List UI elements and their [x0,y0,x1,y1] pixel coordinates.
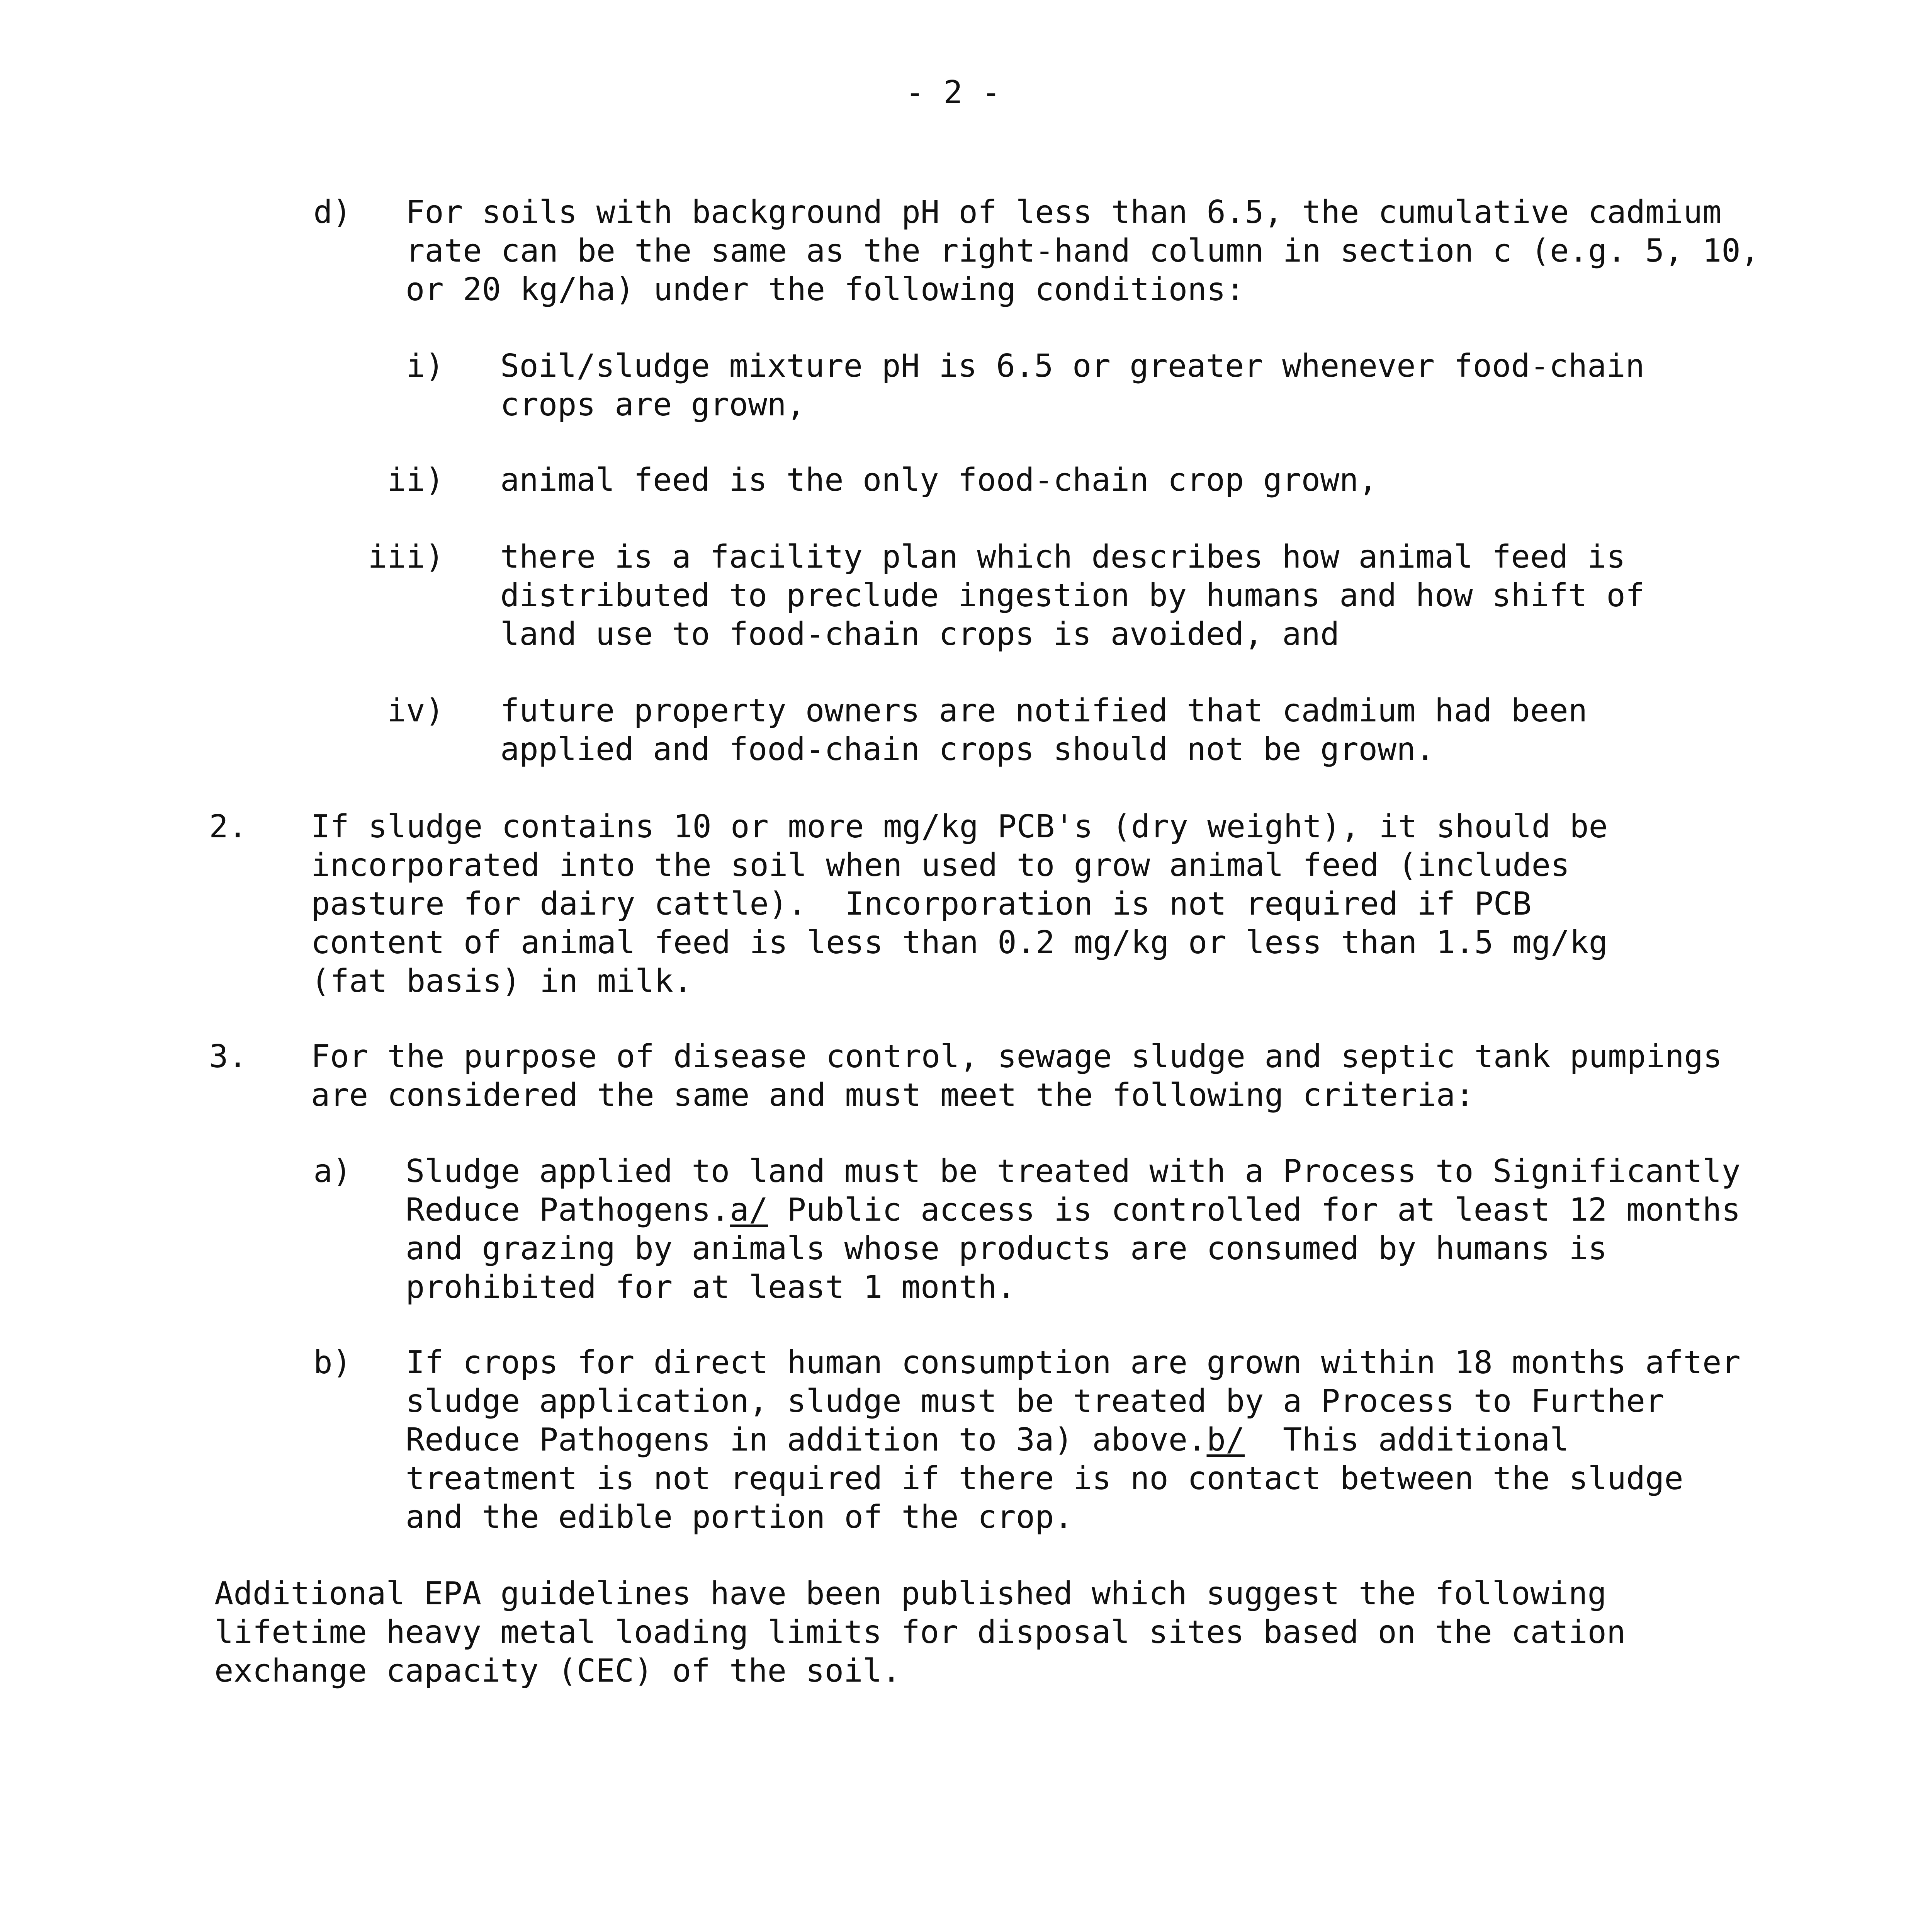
condition-i-marker: i) [406,348,444,384]
item-3-text: For the purpose of disease control, sewage sludge and septic tank pumpings are considered the same and must meet the following criteria: [311,1038,1741,1114]
item-2-marker: 2. [209,808,247,845]
item-d-text: For soils with background pH of less than 6.5, the cumulative cadmium rate can be the same as the right-hand column in section c (e.g. 5, 10, or 20 kg/ha) under the following conditions: [406,194,1779,308]
footnote-ref-b: b/ [1206,1422,1245,1458]
condition-iv-text: future property owners are notified that cadmium had been applied and food-chain crops should not be grown. [500,692,1607,768]
condition-iv-marker: iv) [387,692,444,729]
condition-ii-text: animal feed is the only food-chain crop grown, [500,462,1378,498]
item-d-marker: d) [313,194,352,231]
page-number: - 2 - [905,74,1001,111]
condition-iii-text: there is a facility plan which describes how animal feed is distributed to preclude ingestion by humans and how shift of land use to food-chain crops is avoided, and [500,539,1664,653]
item-3b-marker: b) [313,1344,352,1381]
item-3-marker: 3. [209,1038,247,1075]
item-3b-text [406,1344,1760,1537]
item-3a-marker: a) [313,1153,352,1190]
item-3b-text-part1: If crops for direct human consumption are grown within 18 months after sludge application, sludge must be treated by a Process to Further Reduce Pathogens in addition to 3a) above. [406,1344,1760,1458]
condition-iii-marker: iii) [368,539,444,575]
item-2-text: If sludge contains 10 or more mg/kg PCB's (dry weight), it should be incorporated into the soil when used to grow animal feed (includes pasture for dairy cattle). Incorporation is not required if PCB content of animal feed is less than 0.2 mg/kg or less than 1.5 mg/kg (fat basis) in milk. [311,808,1627,1000]
footnote-ref-a: a/ [730,1192,768,1228]
item-3b-text-part2: This additional treatment is not required if there is no contact between the sludge and the edible portion of the crop. [406,1422,1703,1536]
item-3a-text-part2: Public access is controlled for at least 12 months and grazing by animals whose products are consumed by humans is prohibited for at least 1 month. [406,1192,1760,1306]
item-3a-text-part1: Sludge applied to land must be treated with a Process to Significantly Reduce Pathogens. [406,1153,1760,1228]
condition-ii-marker: ii) [387,462,444,498]
item-3a-text [406,1152,1760,1307]
condition-i-text: Soil/sludge mixture pH is 6.5 or greater whenever food-chain crops are grown, [500,348,1664,423]
closing-paragraph: Additional EPA guidelines have been published which suggest the following lifetime heavy metal loading limits for disposal sites based on the cation exchange capacity (CEC) of the soil. [214,1575,1645,1689]
